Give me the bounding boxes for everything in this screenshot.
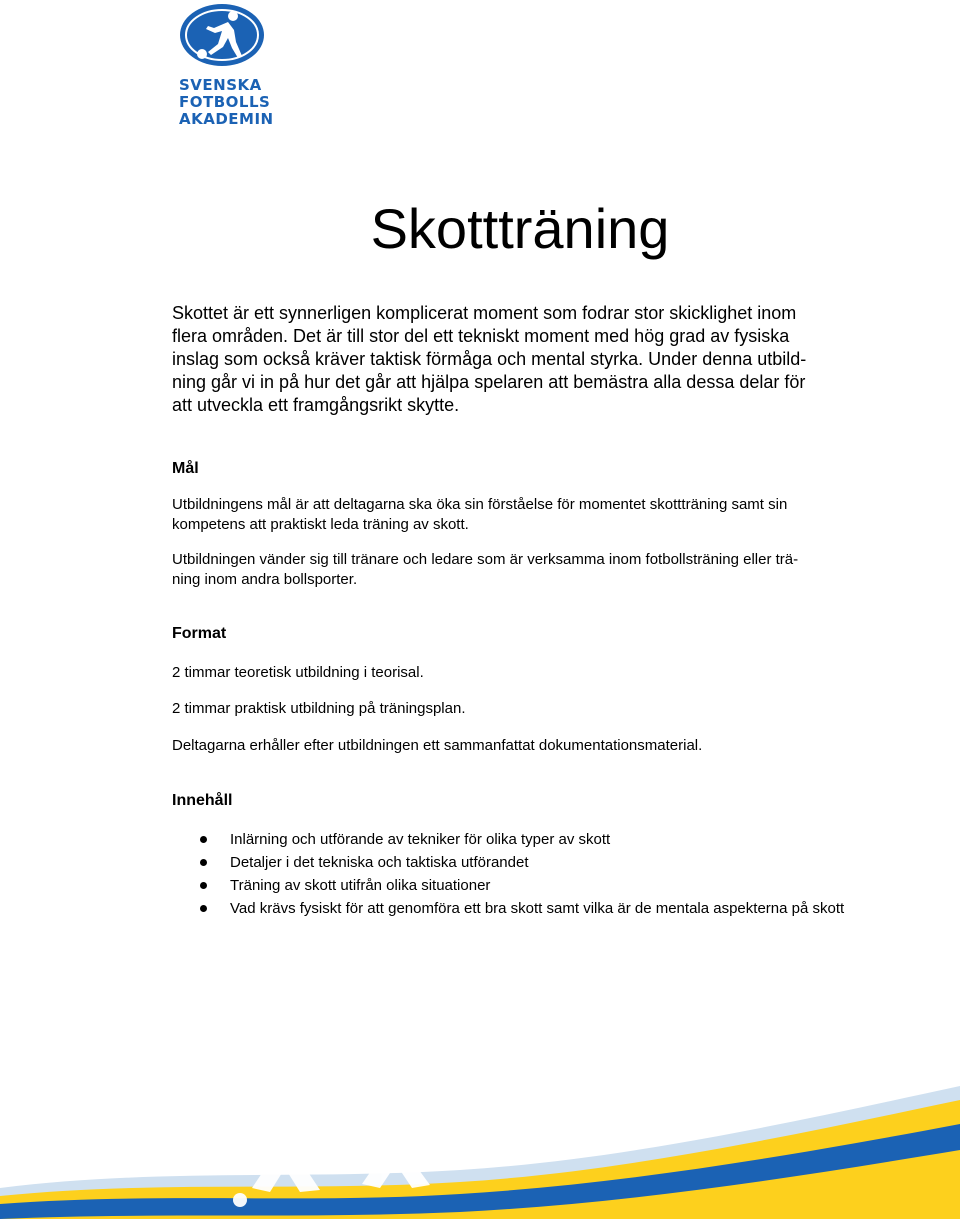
brand-logo [176, 0, 276, 135]
mal-p1-line: kompetens att praktiskt leda träning av skott. [172, 515, 469, 533]
intro-line: Skottet är ett synnerligen komplicerat moment som fodrar stor skicklighet inom [172, 303, 797, 323]
content-bullet-list [196, 829, 876, 921]
format-item: 2 timmar praktisk utbildning på träningsplan. [172, 700, 466, 717]
football-player-emblem-icon [178, 2, 266, 68]
bullet-text: Inlärning och utförande av tekniker för olika typer av skott [230, 831, 611, 848]
list-item [196, 852, 876, 873]
section-heading-mal: Mål [172, 460, 199, 477]
mal-paragraph-2 [172, 550, 862, 589]
bullet-icon [200, 836, 207, 843]
section-heading-innehall: Innehåll [172, 792, 233, 809]
bullet-icon [200, 882, 207, 889]
intro-line: inslag som också kräver taktisk förmåga och mental styrka. Under denna utbild- [172, 349, 807, 369]
brand-name-line: FOTBOLLS [179, 93, 271, 111]
mal-paragraph-1 [172, 495, 862, 534]
brand-name [179, 77, 299, 128]
mal-p2-line: Utbildningen vänder sig till tränare och ledare som är verksamma inom fotbollsträning eller trä- [172, 551, 799, 568]
list-item [196, 829, 876, 850]
intro-line: flera områden. Det är till stor del ett tekniskt moment med hög grad av fysiska [172, 326, 790, 346]
page-title: Skottträning [370, 197, 670, 260]
footer-decoration [0, 1080, 960, 1219]
brand-name-line: SVENSKA [179, 76, 262, 94]
mal-p2-line: ning inom andra bollsporter. [172, 570, 358, 588]
bullet-text: Vad krävs fysiskt för att genomföra ett bra skott samt vilka är de mentala aspekterna på skott [230, 900, 845, 917]
intro-paragraph [172, 302, 872, 417]
intro-line: ning går vi in på hur det går att hjälpa spelaren att bemästra alla dessa delar för [172, 372, 806, 392]
format-item: 2 timmar teoretisk utbildning i teorisal. [172, 664, 424, 681]
brand-name-line: AKADEMIN [179, 110, 274, 128]
list-item [196, 898, 876, 919]
format-item: Deltagarna erhåller efter utbildningen ett sammanfattat dokumentationsmaterial. [172, 737, 703, 754]
bullet-icon [200, 905, 207, 912]
intro-line: att utveckla ett framgångsrikt skytte. [172, 395, 460, 415]
list-item [196, 875, 876, 896]
mal-p1-line: Utbildningens mål är att deltagarna ska öka sin förståelse för momentet skottträning samt sin [172, 496, 788, 513]
bullet-icon [200, 859, 207, 866]
bullet-text: Detaljer i det tekniska och taktiska utförandet [230, 854, 529, 871]
section-heading-format: Format [172, 625, 227, 642]
bullet-text: Träning av skott utifrån olika situationer [230, 877, 491, 894]
